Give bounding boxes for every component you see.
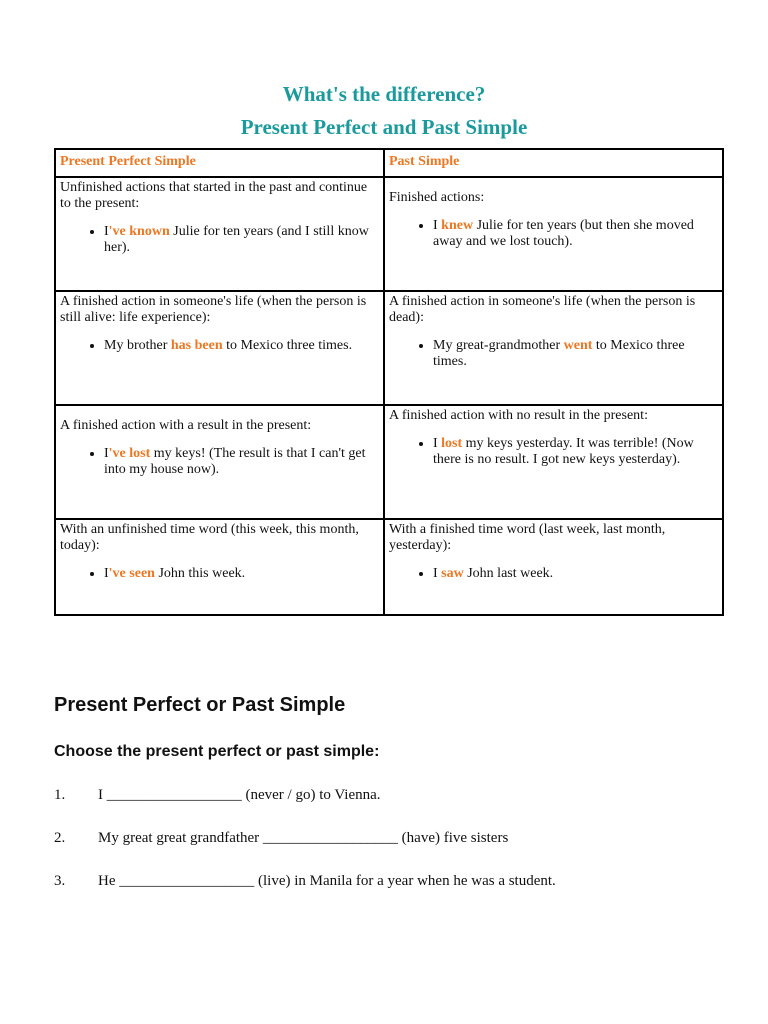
- table-row: [55, 405, 723, 519]
- verb-highlight: 've known: [108, 224, 170, 239]
- usage-description: With a finished time word (last week, last month, yesterday):: [389, 522, 666, 553]
- cell-past-simple: [384, 405, 723, 519]
- verb-highlight: 've lost: [108, 446, 151, 461]
- cell-present-perfect: [55, 177, 384, 291]
- exercise-title: Present Perfect or Past Simple: [54, 694, 346, 716]
- table-row: [55, 519, 723, 615]
- example-list: [389, 218, 718, 250]
- example-text: John this week.: [154, 566, 246, 581]
- cell-past-simple: [384, 291, 723, 405]
- usage-description: A finished action in someone's life (when the person is dead):: [389, 294, 696, 325]
- example-text: I: [104, 224, 109, 239]
- example-sentence: [433, 436, 718, 468]
- example-list: [60, 446, 379, 478]
- example-text: to Mexico three times.: [222, 338, 353, 353]
- table-header-row: [55, 149, 723, 177]
- question-number: 3.: [54, 873, 66, 889]
- example-list: [60, 224, 379, 256]
- usage-description: With an unfinished time word (this week, this month, today):: [60, 522, 359, 553]
- verb-highlight: 've seen: [108, 566, 155, 581]
- cell-present-perfect: [55, 405, 384, 519]
- exercise-question: [54, 786, 381, 804]
- example-sentence: [433, 218, 718, 250]
- example-list: [60, 566, 379, 582]
- example-text: Julie for ten years (but then she moved away and we lost touch).: [433, 218, 694, 249]
- question-number: 1.: [54, 787, 66, 803]
- example-text: Julie for ten years (and I still know her).: [104, 224, 369, 255]
- header-present-perfect: Present Perfect Simple: [55, 149, 384, 177]
- exercise-question: [54, 829, 508, 847]
- exercise-instruction: Choose the present perfect or past simple:: [54, 743, 380, 760]
- cell-present-perfect: [55, 291, 384, 405]
- question-text: I __________________ (never / go) to Vienna.: [98, 787, 381, 803]
- example-sentence: [104, 224, 379, 256]
- usage-description: A finished action in someone's life (when the person is still alive: life experience):: [60, 294, 367, 325]
- usage-description: A finished action with no result in the present:: [389, 408, 648, 423]
- example-sentence: [104, 566, 379, 582]
- usage-description: Finished actions:: [389, 190, 485, 205]
- verb-highlight: saw: [441, 566, 464, 581]
- example-text: My brother: [104, 338, 171, 353]
- example-list: [389, 338, 718, 370]
- question-text: He __________________ (live) in Manila for a year when he was a student.: [98, 873, 556, 889]
- table-row: [55, 291, 723, 405]
- example-list: [389, 436, 718, 468]
- verb-highlight: knew: [441, 218, 474, 233]
- verb-highlight: went: [563, 338, 593, 353]
- usage-description: A finished action with a result in the present:: [60, 418, 312, 433]
- example-text: I: [433, 218, 442, 233]
- question-text: My great great grandfather __________________ (have) five sisters: [98, 830, 509, 846]
- verb-highlight: has been: [170, 338, 223, 353]
- table-row: [55, 177, 723, 291]
- exercise-question: [54, 872, 556, 890]
- question-number: 2.: [54, 830, 66, 846]
- example-text: I: [433, 566, 442, 581]
- verb-highlight: lost: [441, 436, 463, 451]
- example-text: John last week.: [463, 566, 554, 581]
- example-text: I: [104, 446, 109, 461]
- page-subtitle: Present Perfect and Past Simple: [240, 115, 528, 139]
- example-list: [60, 338, 379, 354]
- usage-description: Unfinished actions that started in the past and continue to the present:: [60, 180, 368, 211]
- example-sentence: [104, 338, 379, 354]
- example-text: to Mexico three times.: [433, 338, 685, 369]
- example-sentence: [104, 446, 379, 478]
- cell-present-perfect: [55, 519, 384, 615]
- example-text: My great-grandmother: [433, 338, 564, 353]
- page-title: What's the difference?: [282, 82, 486, 106]
- example-sentence: [433, 566, 718, 582]
- example-list: [389, 566, 718, 582]
- header-past-simple: Past Simple: [384, 149, 723, 177]
- example-text: my keys! (The result is that I can't get into my house now).: [104, 446, 366, 477]
- comparison-table: [54, 148, 724, 616]
- cell-past-simple: [384, 177, 723, 291]
- example-text: I: [104, 566, 109, 581]
- cell-past-simple: [384, 519, 723, 615]
- example-sentence: [433, 338, 718, 370]
- example-text: my keys yesterday. It was terrible! (Now there is no result. I got new keys yesterday).: [433, 436, 694, 467]
- example-text: I: [433, 436, 442, 451]
